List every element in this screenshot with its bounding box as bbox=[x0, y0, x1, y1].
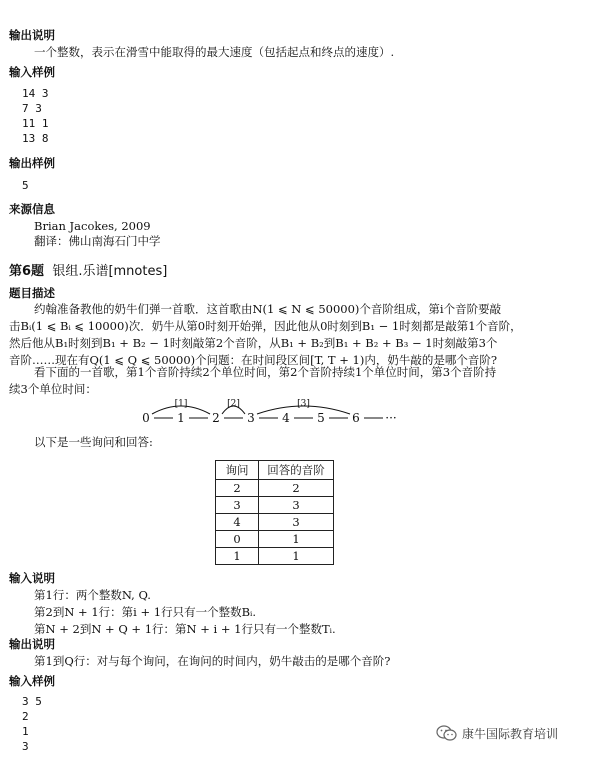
cell-query: 2 bbox=[216, 480, 259, 497]
timeline-tick-label: ··· bbox=[385, 411, 397, 425]
cell-query: 0 bbox=[216, 531, 259, 548]
desc-paragraph bbox=[9, 301, 522, 369]
desc-line: 击Bᵢ(1 ⩽ Bᵢ ⩽ 10000)次．奶牛从第0时刻开始弹，因此他从0时刻到B₁ − 1时刻都是敲第1个音阶， bbox=[9, 319, 522, 333]
qa-table-wrap bbox=[215, 460, 334, 565]
table-row bbox=[216, 548, 334, 565]
timeline-bracket-label: [3] bbox=[297, 399, 310, 409]
qa-intro: 以下是一些询问和回答: bbox=[34, 435, 153, 449]
sample-line: 7 3 bbox=[22, 102, 42, 115]
input-line: 第2到N + 1行：第i + 1行只有一个整数Bᵢ. bbox=[34, 605, 257, 619]
sample-line: 5 bbox=[22, 179, 29, 192]
cell-answer: 2 bbox=[259, 480, 334, 497]
input-sample-1 bbox=[22, 86, 49, 146]
cell-answer: 1 bbox=[259, 531, 334, 548]
example-paragraph bbox=[9, 364, 496, 398]
timeline-tick-label: 2 bbox=[212, 411, 220, 425]
source-translator: 翻译：佛山南海石门中学 bbox=[34, 234, 161, 248]
input-sample-heading-1: 输入样例 bbox=[9, 65, 55, 79]
sample-line: 13 8 bbox=[22, 132, 49, 145]
qa-table bbox=[215, 460, 334, 565]
timeline-tick-label: 1 bbox=[177, 411, 185, 425]
input-lines bbox=[34, 587, 336, 638]
source-heading: 来源信息 bbox=[9, 202, 55, 216]
problem-number: 第6题 bbox=[9, 264, 45, 279]
timeline-tick-label: 6 bbox=[352, 411, 360, 425]
output-line: 第1到Q行：对与每个询问，在询问的时间内，奶牛敲击的是哪个音阶? bbox=[34, 654, 391, 668]
watermark-text: 康牛国际教育培训 bbox=[462, 726, 559, 741]
timeline-tick-label: 5 bbox=[317, 411, 325, 425]
problem-title bbox=[9, 260, 167, 279]
timeline-tick-label: 4 bbox=[282, 411, 290, 425]
example-line: 续3个单位时间： bbox=[9, 382, 97, 396]
timeline-tick-label: 0 bbox=[142, 411, 150, 425]
desc-line: 音阶……现在有Q(1 ⩽ Q ⩽ 50000)个问题：在时间段区间[T, T + 1)内，奶牛敲的是哪个音阶? bbox=[9, 353, 497, 367]
col-header-query: 询问 bbox=[216, 461, 259, 480]
input-sample-2 bbox=[22, 694, 42, 754]
cell-query: 3 bbox=[216, 497, 259, 514]
source-author: Brian Jacokes, 2009 bbox=[34, 219, 151, 233]
cell-answer: 3 bbox=[259, 497, 334, 514]
table-row bbox=[216, 531, 334, 548]
problem-name: 银组.乐谱[mnotes] bbox=[52, 264, 168, 279]
input-sample-heading-2: 输入样例 bbox=[9, 674, 55, 688]
input-heading: 输入说明 bbox=[9, 571, 55, 585]
desc-heading: 题目描述 bbox=[9, 286, 55, 300]
sample-line: 14 3 bbox=[22, 87, 49, 100]
cell-query: 4 bbox=[216, 514, 259, 531]
timeline-diagram bbox=[0, 396, 595, 430]
timeline-bracket-label: [2] bbox=[227, 399, 240, 409]
table-header-row bbox=[216, 461, 334, 480]
output-sample-heading-1: 输出样例 bbox=[9, 156, 55, 170]
table-row bbox=[216, 497, 334, 514]
watermark bbox=[436, 724, 558, 742]
wechat-icon bbox=[436, 724, 458, 742]
example-line: 看下面的一首歌，第1个音阶持续2个单位时间，第2个音阶持续1个单位时间，第3个音阶持 bbox=[34, 365, 497, 379]
cell-answer: 1 bbox=[259, 548, 334, 565]
desc-line: 约翰准备教他的奶牛们弹一首歌．这首歌由N(1 ⩽ N ⩽ 50000)个音阶组成，第i个音阶要敲 bbox=[34, 302, 502, 316]
sample-line: 3 5 bbox=[22, 695, 42, 708]
col-header-answer: 回答的音阶 bbox=[259, 461, 334, 480]
cell-query: 1 bbox=[216, 548, 259, 565]
cell-answer: 3 bbox=[259, 514, 334, 531]
input-line: 第N + 2到N + Q + 1行：第N + i + 1行只有一个整数Tᵢ. bbox=[34, 622, 336, 636]
output-sample-1 bbox=[22, 178, 29, 193]
output-heading-2: 输出说明 bbox=[9, 637, 55, 651]
input-line: 第1行：两个整数N, Q. bbox=[34, 588, 151, 602]
sample-line: 3 bbox=[22, 740, 29, 753]
timeline-bracket-label: [1] bbox=[174, 399, 188, 409]
output-text-1: 一个整数，表示在滑雪中能取得的最大速度（包括起点和终点的速度）. bbox=[34, 45, 395, 59]
table-row bbox=[216, 480, 334, 497]
sample-line: 1 bbox=[22, 725, 29, 738]
sample-line: 11 1 bbox=[22, 117, 49, 130]
table-row bbox=[216, 514, 334, 531]
desc-line: 然后他从B₁时刻到B₁ + B₂ − 1时刻敲第2个音阶，从B₁ + B₂到B₁ + B₂ + B₃ − 1时刻敲第3个 bbox=[9, 336, 498, 350]
output-heading-1: 输出说明 bbox=[9, 28, 55, 42]
sample-line: 2 bbox=[22, 710, 29, 723]
timeline-tick-label: 3 bbox=[247, 411, 255, 425]
